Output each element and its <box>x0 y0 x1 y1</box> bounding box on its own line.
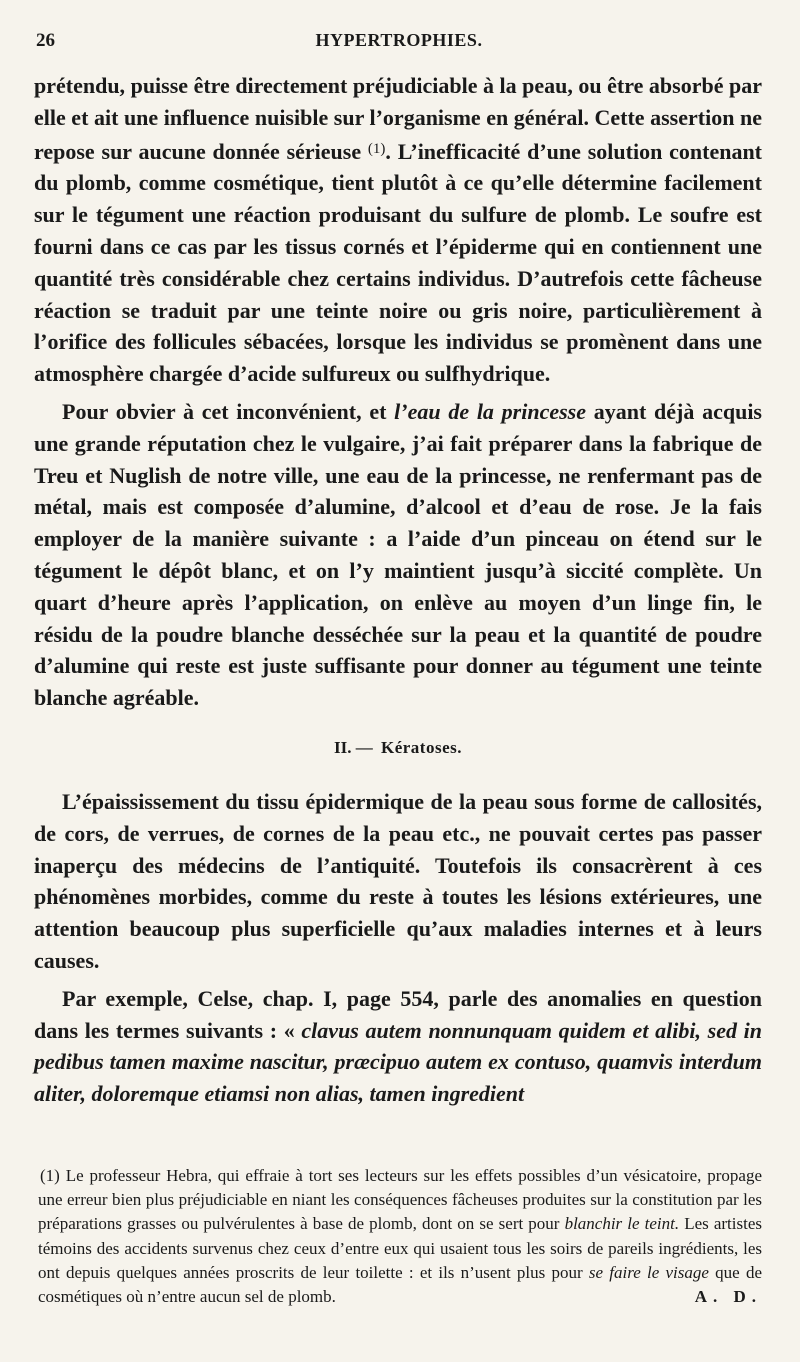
footnote-reference: (1) <box>367 140 386 157</box>
footnote-segment: Les artistes témoins des accidents survenus chez ceux d’entre eux qui usaient tous les soirs de pareils ingrédients, les ont depuis quelques années proscrits de leur toilette : et ils n’usent plus pour <box>38 1214 763 1282</box>
footnote-segment: que de cosmétiques où n’entre aucun sel de plomb. <box>38 1262 762 1307</box>
paragraph <box>34 396 762 714</box>
latin-quotation: clavus autem nonnunquam quidem et alibi, sed in pedibus tamen maxime nascitur, præcipuo autem ex contuso, quamvis interdum aliter, doloremque etiamsi non alias, tamen ingredient <box>34 1017 762 1107</box>
paragraph-text: ayant déjà acquis une grande réputation chez le vulgaire, j’ai fait préparer dans la fabrique de Treu et Nuglish de notre ville, une eau de la princesse, ne renfermant pas de métal, mais est composée d’alumine, d’alcool et d’eau de rose. Je la fais employer de la manière suivante : a l’aide d’un pinceau on étend sur le tégument le dépôt blanc, et on l’y maintient jusqu’à siccité complète. Un quart d’heure après l’application, on enlève au moyen d’un linge fin, le résidu de la poudre blanche desséchée sur la peau et la quantité de poudre d’alumine qui reste est juste suffisante pour donner au tégument une teinte blanche agréable. <box>34 398 762 711</box>
page-header <box>36 30 762 60</box>
footnote-italic: se faire le visage <box>588 1262 709 1282</box>
main-text <box>34 70 762 1110</box>
footnote-signature: A. D. <box>694 1287 762 1307</box>
paragraph-text: . L’inefficacité d’une solution contenant du plomb, comme cosmétique, tient plutôt à ce qu’elle détermine facilement sur le tégument une réaction produisant du sulfure de plomb. Le soufre est fourni dans ce cas par les tissus cornés et l’épiderme qui en contiennent une quantité très considérable chez certains individus. D’autrefois cette fâcheuse réaction se traduit par une teinte noire ou gris noire, particulièrement à l’orifice des follicules sébacées, lorsque les individus se promènent dans une atmosphère chargée d’acide sulfureux ou sulfhydrique. <box>34 138 762 387</box>
section-title: Kératoses. <box>380 737 462 757</box>
paragraph-text: L’épaississement du tissu épidermique de la peau sous forme de callosités, de cors, de verrues, de cornes de la peau etc., ne pouvait certes pas passer inaperçu des médecins de l’antiquité. Toutefois ils consacrèrent à ces phénomènes morbides, comme du reste à toutes les lésions extérieures, une attention beaucoup plus superficielle qu’aux maladies internes et à leurs causes. <box>34 788 762 973</box>
footnote-italic: blanchir le teint. <box>564 1214 680 1234</box>
paragraph-text: Pour obvier à cet inconvénient, et <box>62 398 395 424</box>
section-heading <box>34 736 762 760</box>
footnote-segment: (1) Le professeur Hebra, qui effraie à tort ses lecteurs sur les effets possibles d’un vésicatoire, propage une erreur bien plus préjudiciable en niant les conséquences fâcheuses produites sur la constitution par les préparations grasses ou pulvérulentes à base de plomb, dont on se sert pour <box>38 1166 762 1234</box>
paragraph-text: Par exemple, Celse, chap. I, page 554, parle des anomalies en question dans les termes suivants : « <box>34 985 762 1043</box>
paragraph-text: prétendu, puisse être directement préjudiciable à la peau, ou être absorbé par elle et ait une influence nuisible sur l’organisme en général. Cette assertion ne repose sur aucune donnée sérieuse <box>34 73 762 164</box>
running-title: HYPERTROPHIES. <box>315 30 483 50</box>
footnote <box>38 1164 762 1309</box>
footnote-text <box>38 1164 762 1309</box>
italic-phrase: l’eau de la princesse <box>394 398 586 424</box>
paragraph <box>34 983 762 1110</box>
page-number: 26 <box>36 30 55 51</box>
section-number: II. — <box>334 737 373 757</box>
paragraph <box>34 70 762 390</box>
paragraph <box>34 786 762 977</box>
